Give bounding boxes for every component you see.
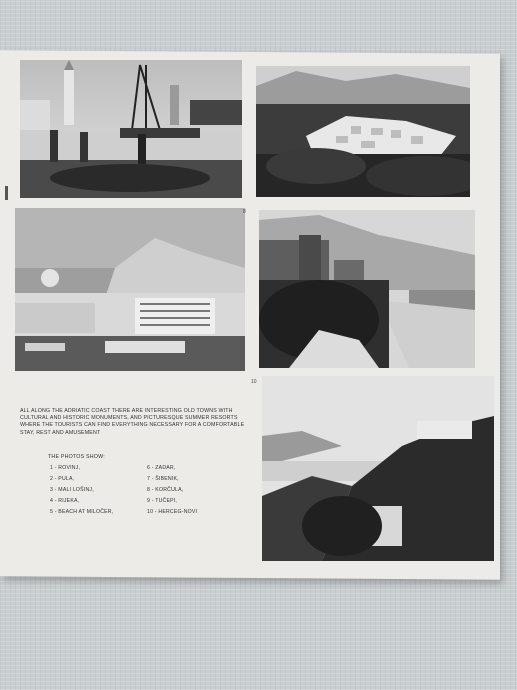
legend-item: 9 - TUČEPI, bbox=[147, 498, 178, 504]
photo-island-town bbox=[256, 66, 470, 197]
legend-item: 7 - ŠIBENIK, bbox=[147, 476, 179, 482]
staple bbox=[5, 186, 8, 200]
legend-left bbox=[50, 463, 113, 518]
photo-harbor-fishermen bbox=[20, 60, 242, 198]
photo-harbor-town bbox=[15, 208, 245, 371]
photo-coastal-hillside bbox=[262, 376, 494, 561]
legend-item: 5 - BEACH AT MILOČER, bbox=[50, 509, 114, 515]
legend-item: 2 - PULA, bbox=[50, 476, 75, 482]
page-number: 10 bbox=[251, 379, 257, 385]
legend-title: THE PHOTOS SHOW: bbox=[48, 454, 105, 460]
legend-item: 6 - ZADAR, bbox=[147, 465, 176, 471]
photo-hotel-beach bbox=[259, 210, 475, 368]
legend-right bbox=[147, 463, 197, 518]
legend-item: 10 - HERCEG-NOVI bbox=[147, 509, 198, 515]
legend-item: 1 - ROVINJ, bbox=[50, 465, 81, 471]
caption-text: ALL ALONG THE ADRIATIC COAST THERE ARE INTERESTING OLD TOWNS WITH CULTURAL AND HISTORIC MONUMENTS, AND PICTURESQUE SUMMER RESORTS WHERE THE TOURISTS CAN FIND EVERYTHING NECESSARY FOR A COMFORTABLE STAY, REST AND AMUSEMENT bbox=[20, 408, 245, 436]
legend-item: 8 - KORČULA, bbox=[147, 487, 184, 493]
legend-item: 4 - RIJEKA, bbox=[50, 498, 80, 504]
page-number: 8 bbox=[243, 209, 246, 215]
legend-item: 3 - MALI LOŠINJ, bbox=[50, 487, 94, 493]
